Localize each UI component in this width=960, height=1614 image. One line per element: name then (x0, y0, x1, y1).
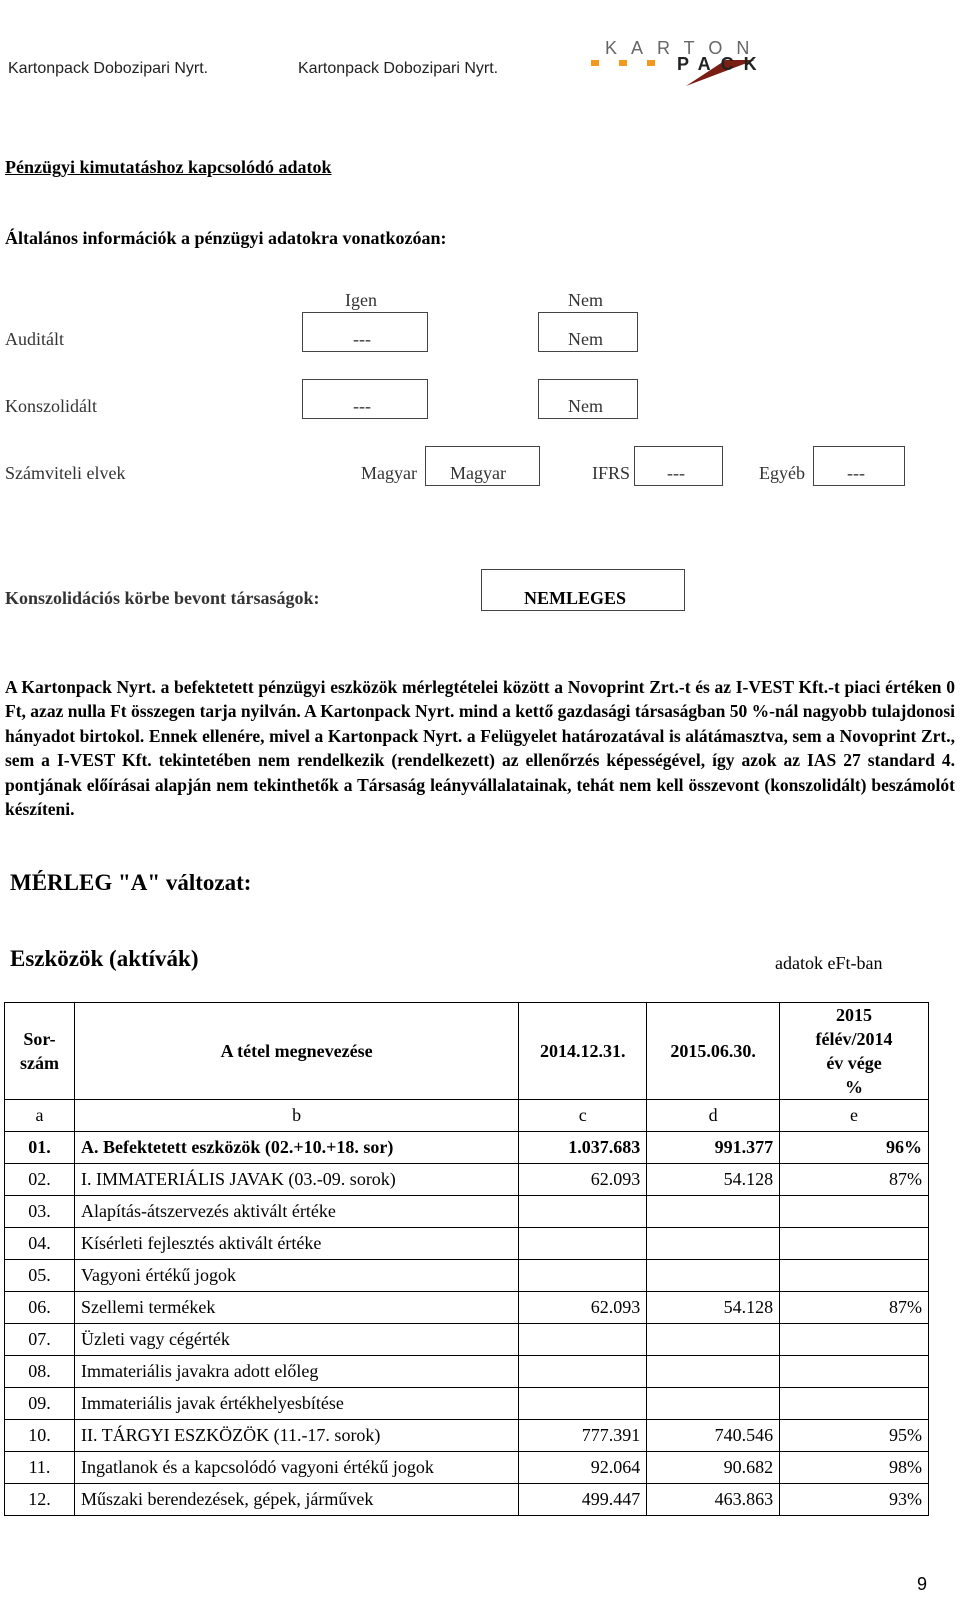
consolidated-label: Konszolidált (5, 396, 97, 416)
row-name: Vagyoni értékű jogok (74, 1260, 518, 1292)
balance-sheet-title: MÉRLEG "A" változat: (10, 870, 252, 895)
row-number: 01. (5, 1132, 75, 1164)
acc-other-label: Egyéb (759, 463, 805, 483)
row-name: Szellemi termékek (74, 1292, 518, 1324)
row-number: 11. (5, 1452, 75, 1484)
row-value-2015: 740.546 (647, 1420, 780, 1452)
acc-other-value: --- (847, 463, 865, 483)
table-row (5, 1420, 929, 1452)
page-number: 9 (917, 1574, 928, 1594)
table-row (5, 1228, 929, 1260)
header-col-percent (780, 1003, 929, 1100)
acc-ifrs-label: IFRS (592, 463, 631, 483)
row-value-2014: 92.064 (519, 1452, 647, 1484)
row-name: Ingatlanok és a kapcsolódó vagyoni értékű jogok (74, 1452, 518, 1484)
row-value-2015: 54.128 (647, 1292, 780, 1324)
row-percent (780, 1388, 929, 1420)
row-percent: 98% (780, 1452, 929, 1484)
header-row-number (5, 1003, 75, 1100)
row-percent (780, 1228, 929, 1260)
row-number: 05. (5, 1260, 75, 1292)
header-col-2014: 2014.12.31. (519, 1003, 647, 1100)
audited-no-value: Nem (568, 329, 603, 349)
row-percent (780, 1324, 929, 1356)
section-title: Pénzügyi kimutatáshoz kapcsolódó adatok (5, 157, 332, 177)
row-value-2015: 90.682 (647, 1452, 780, 1484)
letter-cell: d (647, 1100, 780, 1132)
row-number: 10. (5, 1420, 75, 1452)
row-percent (780, 1260, 929, 1292)
consolidation-scope-label: Konszolidációs körbe bevont társaságok: (5, 588, 320, 608)
header-row-number-text: Sor-szám (19, 1029, 59, 1073)
letter-cell: a (5, 1100, 75, 1132)
logo-text-bottom: PACK (677, 54, 767, 74)
assets-table (4, 1002, 929, 1516)
header-percent-line4: % (845, 1077, 864, 1097)
row-value-2014 (519, 1324, 647, 1356)
acc-magyar-value: Magyar (450, 463, 506, 483)
row-value-2015 (647, 1388, 780, 1420)
row-value-2015: 54.128 (647, 1164, 780, 1196)
header-percent-line3: év vége (826, 1053, 882, 1073)
table-row (5, 1260, 929, 1292)
row-value-2014 (519, 1388, 647, 1420)
table-row (5, 1132, 929, 1164)
acc-ifrs-value: --- (667, 463, 685, 483)
header-col-2015: 2015.06.30. (647, 1003, 780, 1100)
table-row (5, 1388, 929, 1420)
row-value-2015: 991.377 (647, 1132, 780, 1164)
row-value-2015: 463.863 (647, 1484, 780, 1516)
row-value-2014 (519, 1196, 647, 1228)
consolidation-explanation: A Kartonpack Nyrt. a befektetett pénzügyi eszközök mérlegtételei között a Novoprint Zrt.-t és az I-VEST Kft.-t piaci értéken 0 Ft, azaz nulla Ft összegen tarja nyilván. A Kartonpack Nyrt. mind a kettő gazdasági társaságban 50 %-nál nagyobb tulajdonosi hányadot birtokol. Ennek ellenére, mivel a Kartonpack Nyrt. a Felügyelet határozatával is alátámasztva, sem a Novoprint Zrt., sem a I-VEST Kft. tekintetében nem rendelkezik (rendelkezett) az ellenőrzés képességével, így azok az IAS 27 standard 4. pontjának előírásai alapján nem tekinthetők a Társaság leányvállalatainak, tehát nem kell összevont (konszolidált) beszámolót készíteni. (5, 677, 955, 820)
table-row (5, 1292, 929, 1324)
row-number: 09. (5, 1388, 75, 1420)
table-row (5, 1356, 929, 1388)
row-name: Alapítás-átszervezés aktivált értéke (74, 1196, 518, 1228)
row-value-2014 (519, 1228, 647, 1260)
row-percent: 87% (780, 1164, 929, 1196)
column-header-no: Nem (568, 290, 603, 310)
header-percent-line2: félév/2014 (815, 1029, 893, 1049)
row-number: 02. (5, 1164, 75, 1196)
header-item-name: A tétel megnevezése (74, 1003, 518, 1100)
table-row (5, 1452, 929, 1484)
row-value-2015 (647, 1228, 780, 1260)
row-name: Immateriális javakra adott előleg (74, 1356, 518, 1388)
row-value-2014: 1.037.683 (519, 1132, 647, 1164)
row-value-2015 (647, 1356, 780, 1388)
row-number: 04. (5, 1228, 75, 1260)
consolidation-scope-value: NEMLEGES (524, 588, 627, 608)
row-value-2014: 499.447 (519, 1484, 647, 1516)
audited-yes-value: --- (353, 329, 371, 349)
letter-cell: b (74, 1100, 518, 1132)
letter-cell: c (519, 1100, 647, 1132)
row-value-2015 (647, 1260, 780, 1292)
table-row (5, 1196, 929, 1228)
logo-text-top: KARTON (605, 38, 764, 58)
row-value-2015 (647, 1196, 780, 1228)
letter-cell: e (780, 1100, 929, 1132)
audited-label: Auditált (5, 329, 64, 349)
row-number: 07. (5, 1324, 75, 1356)
units-note: adatok eFt-ban (775, 953, 883, 973)
row-number: 12. (5, 1484, 75, 1516)
company-logo (605, 38, 767, 74)
row-percent (780, 1356, 929, 1388)
row-number: 06. (5, 1292, 75, 1324)
accounting-principles-label: Számviteli elvek (5, 463, 126, 483)
row-value-2014: 777.391 (519, 1420, 647, 1452)
consolidated-no-value: Nem (568, 396, 603, 416)
consolidated-yes-value: --- (353, 396, 371, 416)
row-value-2015 (647, 1324, 780, 1356)
column-header-yes: Igen (345, 290, 377, 310)
row-value-2014: 62.093 (519, 1292, 647, 1324)
row-percent (780, 1196, 929, 1228)
acc-magyar-label: Magyar (361, 463, 417, 483)
row-percent: 87% (780, 1292, 929, 1324)
row-percent: 95% (780, 1420, 929, 1452)
row-name: Immateriális javak értékhelyesbítése (74, 1388, 518, 1420)
row-name: II. TÁRGYI ESZKÖZÖK (11.-17. sorok) (74, 1420, 518, 1452)
table-header-row (5, 1003, 929, 1100)
general-info-title: Általános információk a pénzügyi adatokra vonatkozóan: (5, 228, 447, 248)
row-value-2014 (519, 1260, 647, 1292)
row-value-2014: 62.093 (519, 1164, 647, 1196)
row-name: Kísérleti fejlesztés aktivált értéke (74, 1228, 518, 1260)
table-row (5, 1484, 929, 1516)
header-company-name: Kartonpack Dobozipari Nyrt. (8, 60, 209, 77)
header-percent-line1: 2015 (836, 1005, 873, 1025)
row-name: Üzleti vagy cégérték (74, 1324, 518, 1356)
row-percent: 96% (780, 1132, 929, 1164)
header-company-name-2: Kartonpack Dobozipari Nyrt. (298, 60, 499, 77)
row-name: A. Befektetett eszközök (02.+10.+18. sor) (74, 1132, 518, 1164)
table-row (5, 1324, 929, 1356)
row-number: 03. (5, 1196, 75, 1228)
row-number: 08. (5, 1356, 75, 1388)
table-row (5, 1164, 929, 1196)
row-name: Műszaki berendezések, gépek, járművek (74, 1484, 518, 1516)
table-letter-row (5, 1100, 929, 1132)
row-name: I. IMMATERIÁLIS JAVAK (03.-09. sorok) (74, 1164, 518, 1196)
assets-title: Eszközök (aktívák) (10, 946, 199, 971)
row-percent: 93% (780, 1484, 929, 1516)
row-value-2014 (519, 1356, 647, 1388)
